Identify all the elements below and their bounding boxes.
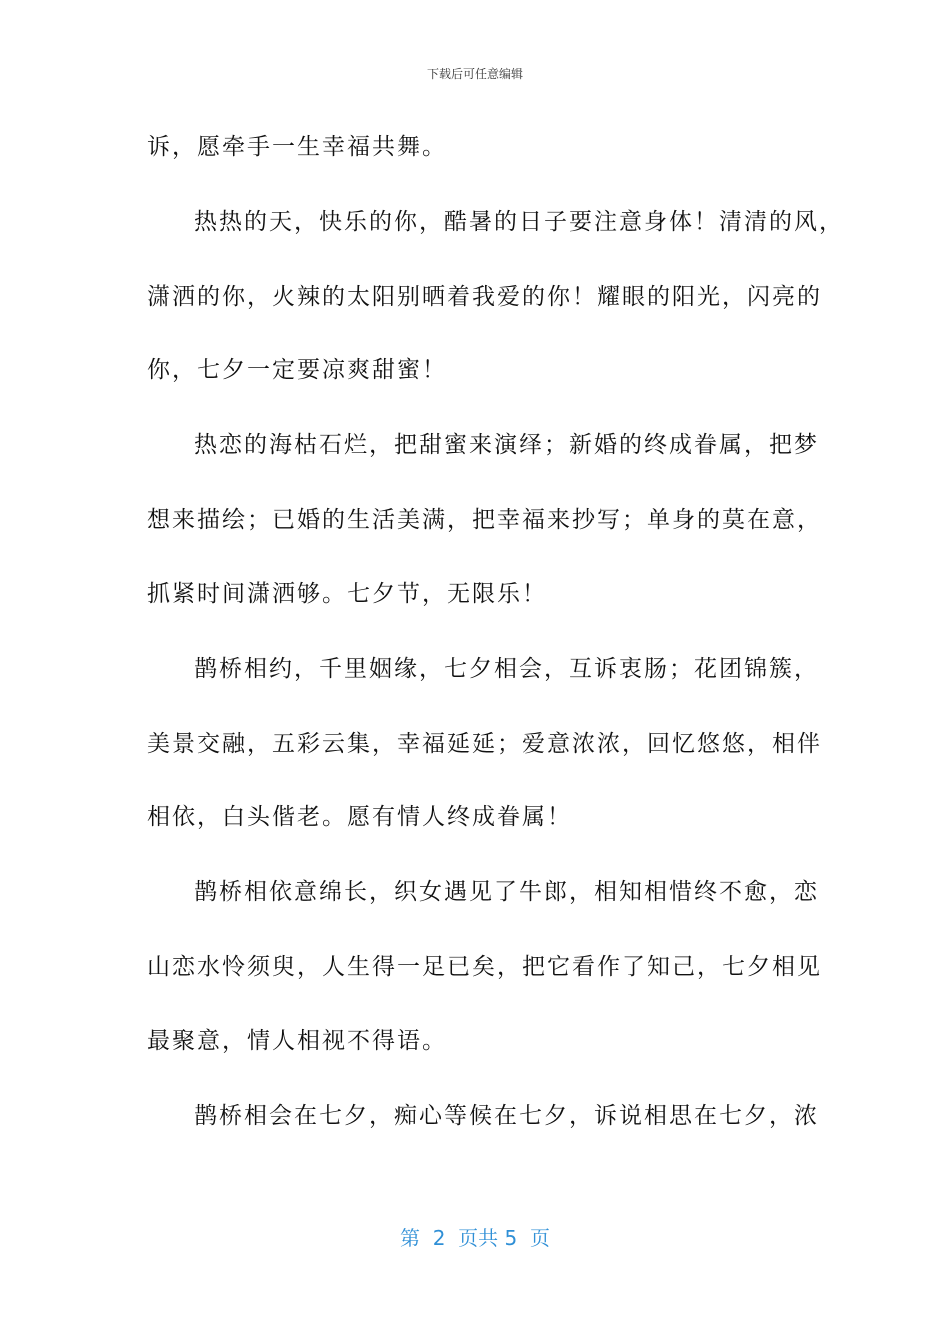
text-line: 最聚意，情人相视不得语。 (147, 1028, 447, 1054)
text-line: 相依，白头偕老。愿有情人终成眷属！ (147, 804, 572, 830)
text-line: 想来描绘；已婚的生活美满，把幸福来抄写；单身的莫在意， (147, 507, 822, 533)
text-line: 抓紧时间潇洒够。七夕节，无限乐！ (147, 581, 547, 607)
paragraph-start-line: 鹊桥相约，千里姻缘，七夕相会，互诉衷肠；花团锦簇， (194, 656, 819, 682)
text-line: 山恋水怜须臾，人生得一足已矣，把它看作了知己，七夕相见 (147, 954, 822, 980)
paragraph-start-line: 热热的天，快乐的你，酷暑的日子要注意身体！清清的风， (194, 209, 844, 235)
text-line: 美景交融，五彩云集，幸福延延；爱意浓浓，回忆悠悠，相伴 (147, 731, 822, 757)
paragraph-start-line: 鹊桥相依意绵长，织女遇见了牛郎，相知相惜终不愈，恋 (194, 879, 819, 905)
paragraph-start-line: 鹊桥相会在七夕，痴心等候在七夕，诉说相思在七夕，浓 (194, 1103, 819, 1129)
text-line: 诉，愿牵手一生幸福共舞。 (147, 134, 447, 160)
paragraph-start-line: 热恋的海枯石烂，把甜蜜来演绎；新婚的终成眷属，把梦 (194, 432, 819, 458)
text-line: 潇洒的你，火辣的太阳别晒着我爱的你！耀眼的阳光，闪亮的 (147, 284, 822, 310)
page-header: 下载后可任意编辑 (426, 67, 523, 81)
text-line: 你，七夕一定要凉爽甜蜜！ (147, 357, 447, 383)
page-footer: 第 2 页共 5 页 (400, 1226, 550, 1250)
